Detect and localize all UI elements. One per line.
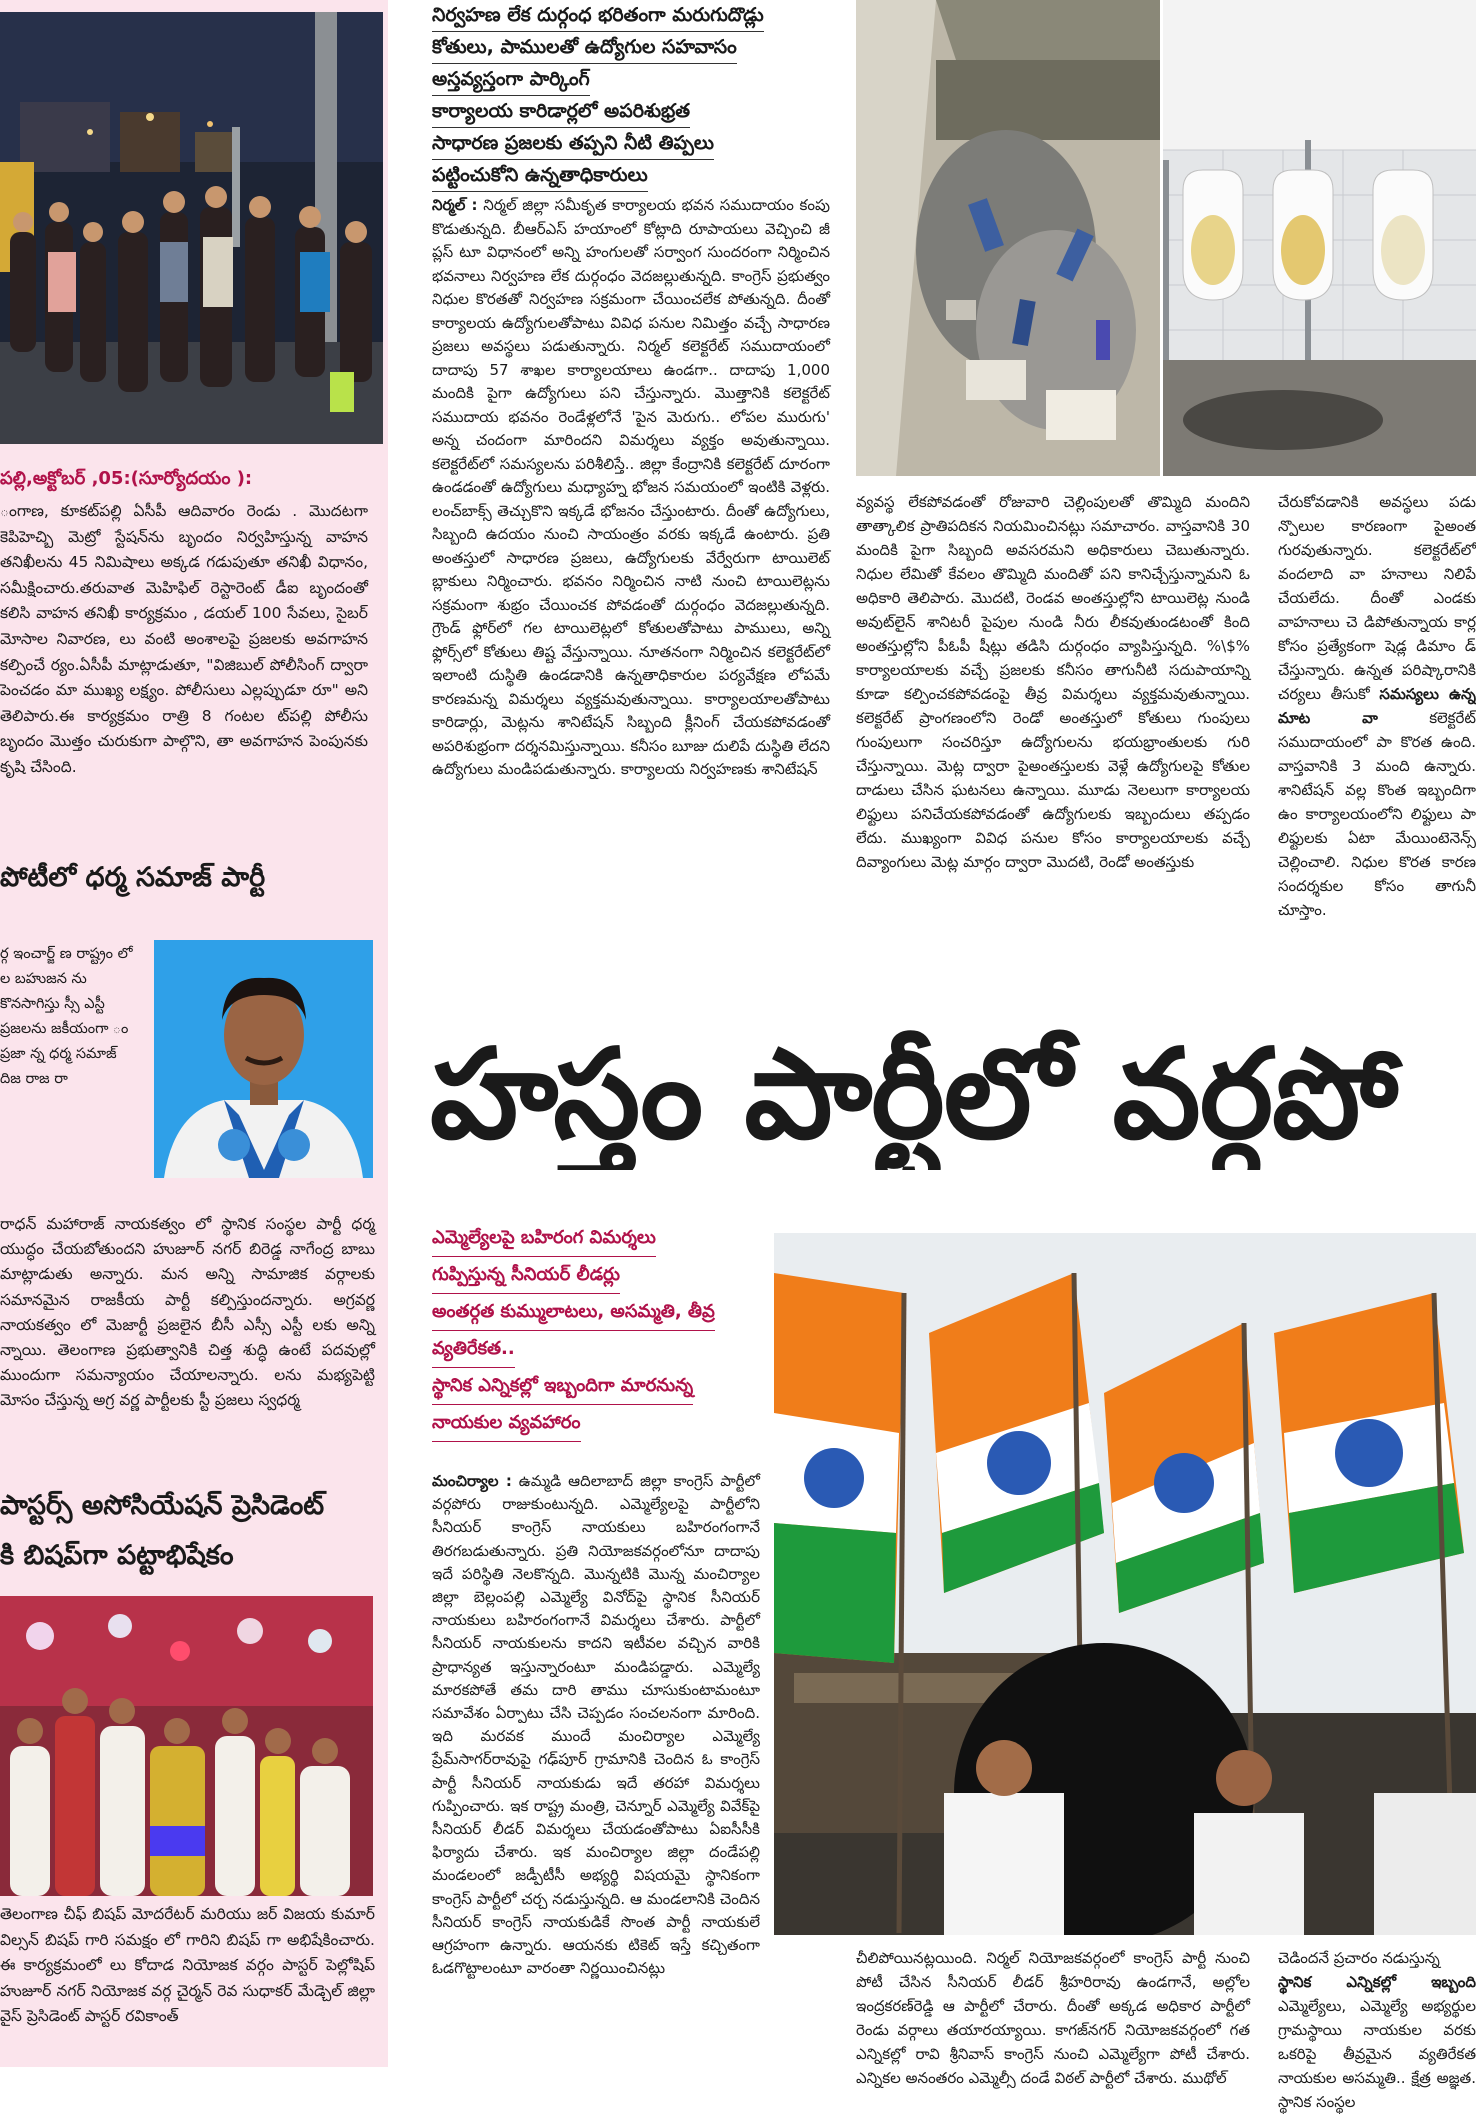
top-story-col3-subhead: సమస్యలు ఉన్న మాట వా (1278, 685, 1476, 727)
bottom-story-col3-body2: ఎమ్మెల్యేలు, ఎమ్మెల్యే అభ్యర్థుల గ్రామస్థాయి నాయకుల వరకు ఒకరిపై తీవ్రమైన వ్యతిరేకత నాయకుల అసమ్మతి.. క్షేత్ర అజ్ఞత. స్థానిక సంస్థల (1278, 1997, 1476, 2111)
garbage-illustration (856, 0, 1160, 476)
dateline: పల్లి,అక్టోబర్ ,05:(సూర్యోదయం ): (0, 468, 253, 489)
top-headline-1: నిర్వహణ లేక దుర్గంధ భరితంగా మరుగుదొడ్లు (432, 0, 764, 32)
bottom-story-col3 (1278, 1946, 1476, 2114)
bottom-headline-3: అంతర్గత కుమ్ములాటలు, అసమ్మతి, తీవ్ర (432, 1294, 715, 1331)
top-headline-4: కార్యాలయ కారిడార్లలో అపరిశుభ్రత (432, 96, 690, 128)
bottom-story-col1-body: ఉమ్మడి ఆదిలాబాద్ జిల్లా కాంగ్రెస్ పార్టీలో వర్గపోరు రాజుకుంటున్నది. ఎమ్మెల్యేలపై పార్టీలోని సీనియర్ కాంగ్రెస్ నాయకులు బహిరంగంగానే తిరగబడుతున్నారు. ప్రతి నియోజకవర్గంలోనూ దాదాపు ఇదే పరిస్థితి నెలకొన్నది. మొన్నటికి మొన్న మంచిర్యాల జిల్లా బెల్లంపల్లి ఎమ్మెల్యే వినోద్‌పై స్థానిక సీనియర్ నాయకులు బహిరంగంగానే విమర్శలు చేశారు. పార్టీలో సీనియర్ నాయకులను కాదని ఇటీవల వచ్చిన వారికి ప్రాధాన్యత ఇస్తున్నారంటూ మండిపడ్డారు. ఎమ్మెల్యే మారకపోతే తమ దారి తాము చూసుకుంటామంటూ సమావేశం ఏర్పాటు చేసి చెప్పడం సంచలనంగా మారింది. ఇది మరవక ముందే మంచిర్యాల ఎమ్మెల్యే ప్రేమ్‌సాగర్‌రావుపై గఢ్‌పూర్ గ్రామానికి చెందిన ఓ కాంగ్రెస్ పార్టీ సీనియర్ నాయకుడు ఇదే తరహా విమర్శలు గుప్పించారు. ఇక రాష్ట్ర మంత్రి, చెన్నూర్ ఎమ్మెల్యే వివేక్‌పై సీనియర్ లీడర్ విమర్శలు చేయడంతోపాటు ఏఐసీసీకి ఫిర్యాదు చేశారు. ఇక మంచిర్యాల జిల్లా దండేపల్లి మండలంలో జడ్పీటీసీ అభ్యర్థి విషయమై స్థానికంగా కాంగ్రెస్ పార్టీలో చర్చ నడుస్తున్నది. ఆ మండలానికి చెందిన సీనియర్ కాంగ్రెస్ నాయకుడికే సొంత పార్టీ నాయకులే ఆగ్రహంగా ఉన్నారు. ఆయనకు టికెట్ ఇస్తే కచ్చితంగా ఓడగొట్టాలంటూ వారంతా నిర్ణయించినట్లు (432, 1472, 760, 1978)
bottom-story-col1 (432, 1470, 760, 1980)
left-headline-pastors-2: కి బిషప్‌గా పట్టాభిషేకం (0, 1540, 234, 1571)
left-story2-short: ర్గ ఇంచార్జ్ ణ రాష్ట్రం లో ల బహుజన ను కొనసాగిస్తు స్సీ ఎస్టీ ప్రజలను జకీయంగా ం ప్రజా న్న ధర్మ సమాజ్ దిజ రాజ రా (0, 946, 133, 1087)
bottom-headline-4: వ్యతిరేకత.. (432, 1331, 515, 1368)
bottom-story-headlines (432, 1220, 772, 1442)
bottom-headline-1: ఎమ్మెల్యేలపై బహిరంగ విమర్శలు (432, 1220, 656, 1257)
top-story-col2: వ్యవస్థ లేకపోవడంతో రోజువారి చెల్లింపులతో తొమ్మిది మందిని తాత్కాలిక ప్రాతిపదికన నియమించినట్లు సమాచారం. వాస్తవానికి 30 మందికి పైగా సిబ్బంది అవసరమని అధికారులు చెబుతున్నారు. నిధుల లేమితో కేవలం తొమ్మిది మందితో పని కానిచ్చేస్తున్నామని ఓ అధికారి తెలిపారు. మొదటి, రెండవ అంతస్తుల్లోని టాయిలెట్ల నుండి అవుట్‌లైన్ శానిటరీ పైపుల నుండి నీరు లీకవుతుండటంతో కింది అంతస్తుల్లోని పీఓపీ షీట్లు తడిసి దుర్గంధం వ్యాపిస్తున్నది. %\$% కార్యాలయాలకు వచ్చే ప్రజలకు కనీసం తాగునీటి సదుపాయాన్ని కూడా కల్పించకపోవడంపై తీవ్ర విమర్శలు వ్యక్తమవుతున్నాయి. కలెక్టరేట్ ప్రాంగణంలోని రెండో అంతస్తులో కోతులు గుంపులు గుంపులుగా సంచరిస్తూ ఉద్యోగులను భయభ్రాంతులకు గురి చేస్తున్నాయి. మెట్ల ద్వారా పైఅంతస్తులకు వెళ్లే ఉద్యోగులపై కోతుల దాడులు చేసిన ఘటనలు ఉన్నాయి. మూడు నెలలుగా కార్యాలయ లిఫ్టులు పనిచేయకపోవడంతో ఉద్యోగులకు ఇబ్బందులు తప్పడం లేదు. ముఖ్యంగా వివిధ పనుల కోసం కార్యాలయాలకు వచ్చే దివ్యాంగులు మెట్ల మార్గం ద్వారా మొదటి, రెండో అంతస్తుకు (856, 493, 1250, 871)
top-story-headlines (432, 0, 832, 192)
top-headline-6: పట్టించుకోని ఉన్నతాధికారులు (432, 160, 648, 192)
top-headline-2: కోతులు, పాములతో ఉద్యోగుల సహవాసం (432, 32, 737, 64)
bottom-lead-label: మంచిర్యాల : (432, 1472, 512, 1490)
top-headline-3: అస్తవ్యస్తంగా పార్కింగ్ (432, 64, 590, 96)
bottom-headline-6: నాయకుల వ్యవహారం (432, 1405, 581, 1442)
left-story3-body: తెలంగాణ చీఫ్ బిషప్ మోదరేటర్ మరియు జర్ విజయ కుమార్ విల్సన్ బిషప్ గారి సమక్షం లో గారిని బిషప్ గా అభిషేకించారు. ఈ కార్యక్రమంలో లు కోదాడ నియోజక వర్గం పాస్టర్ పెల్లోషిప్ హుజూర్ నగర్ నియోజక వర్గ చైర్మన్ రెవ సుధాకర్ మేడ్చెల్ జిల్లా వైస్ ప్రెసిడెంట్ పాస్టర్ రవికాంత్ (0, 1905, 375, 2025)
garbage-toilet-photo (856, 0, 1160, 476)
bishop-ceremony-photo (0, 1596, 373, 1896)
ceremony-illustration (0, 1596, 373, 1896)
left-headline-pastors-1: పాస్టర్స్ అసోసియేషన్ ప్రెసిడెంట్ (0, 1490, 325, 1521)
congress-flags-photo (774, 1233, 1476, 1935)
urinal-illustration (1163, 0, 1476, 476)
flags-illustration (774, 1233, 1476, 1935)
top-story-col3 (1278, 490, 1476, 922)
bottom-headline-2: గుప్పిస్తున్న సీనియర్ లీడర్లు (432, 1257, 620, 1294)
top-story-col1-body: నిర్మల్ జిల్లా సమీకృత కార్యాలయ భవన సముదాయం కంపు కొడుతున్నది. బీఆర్ఎస్ హయాంలో కోట్లాది రూపాయలు వెచ్చించి జీ ప్లస్ టూ విధానంలో అన్ని హంగులతో సర్వాంగ సుందరంగా నిర్మించిన భవనాలు నిర్వహణ లేక దుర్గంధం వెదజల్లుతున్నది. కాంగ్రెస్ ప్రభుత్వం నిధుల కొరతతో నిర్వహణ సక్రమంగా చేయించలేక పోతున్నది. దీంతో కార్యాలయ ఉద్యోగులతోపాటు వివిధ పనుల నిమిత్తం వచ్చే సాధారణ ప్రజలు అవస్థలు పడుతున్నారు. నిర్మల్ కలెక్టరేట్ సముదాయంలో దాదాపు 57 శాఖల కార్యాలయాలు ఉండగా.. దాదాపు 1,000 మందికి పైగా ఉద్యోగులు పని చేస్తున్నారు. మొత్తానికి కలెక్టరేట్ సముదాయ భవనం రెండేళ్లలోనే 'పైన మెరుగు.. లోపల మురుగు' అన్న చందంగా మారిందని విమర్శలు వ్యక్తం అవుతున్నాయి. కలెక్టరేట్‌లో సమస్యలను పరిశీలిస్తే.. జిల్లా కేంద్రానికి కలెక్టరేట్ దూరంగా ఉండడంతో ఉద్యోగులు మధ్యాహ్న భోజన సమయంలో ఇంటికి వెళ్లరు. లంచ్‌బాక్స్ తెచ్చుకొని ఇక్కడే భోజనం చేస్తుంటారు. దీంతో ఉద్యోగులు, సిబ్బంది ఉదయం నుంచి సాయంత్రం వరకు ఇక్కడే ఉంటారు. ప్రతి అంతస్తులో సాధారణ ప్రజలు, ఉద్యోగులకు వేర్వేరుగా టాయిలెట్ బ్లాకులు నిర్మించారు. భవనం నిర్మించిన నాటి నుంచి టాయిలెట్లను సక్రమంగా శుభ్రం చేయించక పోవడంతో దుర్గంధం వెదజల్లుతున్నది. గ్రౌండ్ ఫ్లోర్‌లో గల టాయిలెట్లలో కోతులతోపాటు పాములు, అన్ని ఫ్లోర్స్‌లో కోతులు తిష్ట వేస్తున్నాయి. నూతనంగా నిర్మించిన కలెక్టరేట్‌లో ఇలాంటి దుస్థితి ఉండడానికి ఉన్నతాధికారుల పర్యవేక్షణ లోపమే కారణమన్న విమర్శలు వ్యక్తమవుతున్నాయి. కార్యాలయాలతోపాటు కారిడార్లు, మెట్లను శానిటేషన్ సిబ్బంది క్లీనింగ్ చేయకపోవడంతో అపరిశుభ్రంగా దర్శనమిస్తున్నాయి. కనీసం బూజు దులిపే దుస్థితి లేదని ఉద్యోగులు మండిపడుతున్నారు. కార్యాలయ నిర్వహణకు శానిటేషన్ (432, 196, 830, 778)
left-news-column (0, 0, 388, 2067)
bottom-story-col3-body: చెడిందనే ప్రచారం నడుస్తున్న (1278, 1949, 1440, 1967)
night-street-illustration (0, 12, 383, 444)
banner-headline: హస్తం పార్టీలో వర్గపో (430, 1023, 1398, 1167)
top-story-col3-body: చేరుకోవడానికి అవస్థలు పడు న్పొలుల కారణంగా పైఅంత గురవుతున్నారు. కలెక్టరేట్‌లో వందలాది వా హనాలు నిలిపే చేయలేదు. దీంతో ఎండకు వాహనాలు చె డిపోతున్నాయ కార్ల కోసం ప్రత్యేకంగా షెడ్ల డిమాం డ్ చేస్తున్నారు. ఉన్నత పరిష్కారానికి చర్యలు తీసుకో (1278, 493, 1476, 703)
left-story2-body: రాధన్ మహారాజ్ నాయకత్వం లో స్థానిక సంస్థల పార్టీ ధర్మ యుద్ధం చేయబోతుందని హుజూర్ నగర్ బిరెడ్డ నాగేంద్ర బాబు మాట్లాడుతు అన్నారు. మన అన్ని సామాజిక వర్గాలకు సమానమైన రాజకీయ పార్టీ కల్పిస్తుందన్నారు. అగ్రవర్ణ నాయకత్వం లో మెజార్టీ ప్రజలైన బీసీ ఎస్సీ ఎస్టీ లకు అన్ని న్నాయి. తెలంగాణ ప్రభుత్వానికి చిత్త శుద్ధి ఉంటే పదవుల్లో ముందుగా సమన్యాయం చేయాలన్నారు. లను మభ్యపెట్టి మోసం చేస్తున్న అగ్ర వర్ణ పార్టీలకు స్టీ ప్రజలు స్వధర్మ (0, 1215, 375, 1410)
top-headline-5: సాధారణ ప్రజలకు తప్పని నీటి తిప్పలు (432, 128, 714, 160)
left-headline-dharma-samaj: పోటీలో ధర్మ సమాజ్ పార్టీ (0, 862, 266, 893)
left-story1-body: ంగాణ, కూకట్‌పల్లి ఏసీపీ ఆదివారం రెండు . మొదటగా కెపిహెచ్బి మెట్రో స్టేషన్‌ను బృందం నిర్వహిస్తున్న వాహన తనిఖీలను 45 నిమిషాలు అక్కడ గడుపుతూ తనిఖీ విధానం, సమీక్షించారు.తరువాత మెహిఫిల్ రెస్టారెంట్ డీఐ బృందంతో కలిసి వాహన తనిఖీ కార్యక్రమం , డయల్ 100 సేవలు, సైబర్ మోసాల నివారణ, లు వంటి అంశాలపై ప్రజలకు అవగాహన కల్పించే ర్యం.ఏసీపీ మాట్లాడుతూ, "విజిబుల్ పోలీసింగ్ ద్వారా పెంచడం మా ముఖ్య లక్ష్యం. పోలీసులు ఎల్లప్పుడూ రూ" అని తెలిపారు.ఈ కార్యక్రమం రాత్రి 8 గంటల ట్‌పల్లి పోలీసు బృందం మొత్తం చురుకుగా పాల్గొని, తా అవగాహన పెంపునకు కృషి చేసింది. (0, 502, 368, 776)
bottom-story-col3-subhead: స్థానిక ఎన్నికల్లో ఇబ్బంది (1278, 1973, 1476, 1991)
bottom-headline-5: స్థానిక ఎన్నికల్లో ఇబ్బందిగా మారనున్న (432, 1368, 693, 1405)
bottom-story-col2: చీలిపోయినట్లయింది. నిర్మల్ నియోజకవర్గంలో కాంగ్రెస్ పార్టీ నుంచి పోటీ చేసిన సీనియర్ లీడర్ శ్రీహరిరావు ఉండగానే, అల్లోల ఇంద్రకరణ్‌రెడ్డి ఆ పార్టీలో చేరారు. దీంతో అక్కడ అధికార పార్టీలో రెండు వర్గాలు తయారయ్యాయి. కాగజ్‌నగర్ నియోజకవర్గంలో గత ఎన్నికల్లో రావి శ్రీనివాస్ కాంగ్రెస్ నుంచి ఎమ్మెల్యేగా పోటీ చేశారు. ఎన్నికల అనంతరం ఎమ్మెల్సీ దండే విఠల్ పార్టీలో చేశారు. ముథోల్ (856, 1949, 1250, 2087)
top-story-col1 (432, 194, 830, 782)
urinal-photo (1163, 0, 1476, 476)
top-story-col3-body2: కలెక్టరేట్ సముదాయంలో పా కొరత ఉంది. వాస్తవానికి 3 మంది ఉన్నారు. శానిటేషన్ వల్ల కొంత ఇబ్బందిగా ఉం కార్యాలయంలోని లిఫ్టులు పా లిఫ్టులకు ఏటా మేయింటెనెన్స్ చెల్లించాలి. నిధుల కొరత కారణ సందర్శకుల కోసం తాగునీ చూస్తాం. (1278, 709, 1476, 919)
portrait-photo (154, 940, 373, 1178)
night-street-photo (0, 12, 383, 444)
portrait-illustration (154, 940, 373, 1178)
top-lead-label: నిర్మల్ : (432, 196, 478, 214)
